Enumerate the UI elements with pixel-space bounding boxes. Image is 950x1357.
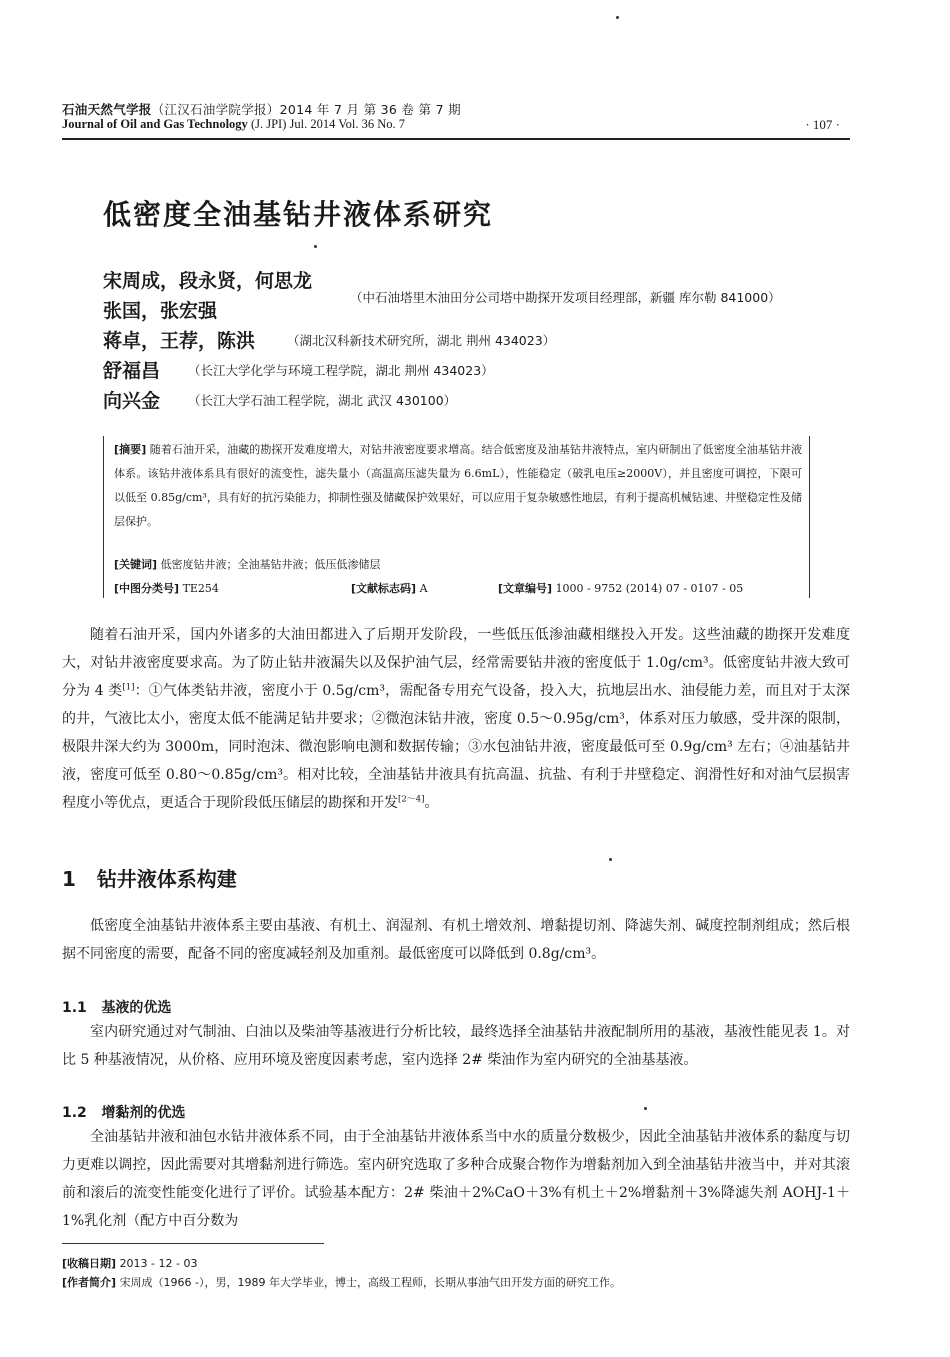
journal-name-en: Journal of Oil and Gas Technology <box>62 117 248 131</box>
author-line-2: 张国，张宏强 <box>103 300 218 322</box>
keywords <box>114 556 381 572</box>
clc-label: [中图分类号] <box>114 582 180 595</box>
section-title: 钻井液体系构建 <box>96 867 237 891</box>
sub12-paragraph: 全油基钻井液和油包水钻井液体系不同，由于全油基钻井液体系当中水的质量分数极少，因此全油基钻井液体系的黏度与切力更难以调控，因此需要对其增黏剂进行筛选。室内研究选取了多种合成聚合物作为增黏剂加入到全油基钻井液当中，并对其滚前和滚后的流变性能变化进行了评价。试验基本配方：2# 柴油＋2%CaO＋3%有机土＋2%增黏剂＋3%降滤失剂 AOHJ-1＋1%乳化剂（配方中百分数为 <box>62 1129 850 1229</box>
header-rule <box>62 138 850 140</box>
speck <box>616 16 619 19</box>
author-line-3: 蒋卓，王荐，陈洪 <box>103 330 256 352</box>
article-no-label: [文章编号] <box>498 582 553 595</box>
keywords-text: 低密度钻井液；全油基钻井液；低压低渗储层 <box>160 558 381 571</box>
subsection-number: 1.2 <box>62 1105 87 1121</box>
sub11-paragraph: 室内研究通过对气制油、白油以及柴油等基液进行分析比较，最终选择全油基钻井液配制所用的基液，基液性能见表 1。对比 5 种基液情况，从价格、应用环境及密度因素考虑，室内选择 2# 柴油作为室内研究的全油基基液。 <box>62 1024 850 1068</box>
citation: [1] <box>122 682 135 693</box>
journal-info-cn: （江汉石油学院学报）2014 年 7 月 第 36 卷 第 7 期 <box>151 102 461 117</box>
subsection-title: 基液的优选 <box>101 1000 172 1016</box>
subsection-heading <box>62 1102 185 1122</box>
speck <box>644 1107 647 1110</box>
author-line-4: 舒福昌 <box>103 360 161 382</box>
abstract <box>114 438 802 534</box>
received-date: 2013 - 12 - 03 <box>119 1257 198 1270</box>
speck <box>314 245 317 248</box>
received-label: [收稿日期] <box>62 1257 117 1270</box>
abstract-label: [摘要] <box>114 443 147 456</box>
affiliation-4: （长江大学石油工程学院，湖北 武汉 430100） <box>188 393 457 408</box>
section1-paragraph: 低密度全油基钻井液体系主要由基液、有机土、润湿剂、有机土增效剂、增黏提切剂、降滤失剂、碱度控制剂组成；然后根据不同密度的需要，配备不同的密度减轻剂及加重剂。最低密度可以降低到 0.8g/cm³。 <box>62 918 850 962</box>
subsection-number: 1.1 <box>62 1000 87 1016</box>
journal-name-cn: 石油天然气学报 <box>62 102 152 117</box>
journal-header-cn <box>62 100 461 118</box>
article-no <box>498 580 743 596</box>
doc-code-label: [文献标志码] <box>351 582 417 595</box>
affiliation-3: （长江大学化学与环境工程学院，湖北 荆州 434023） <box>188 363 494 378</box>
speck <box>609 858 612 861</box>
intro-text-c: 。 <box>424 795 439 811</box>
citation: [2～4] <box>398 794 425 805</box>
intro-text-a: 随着石油开采，国内外诸多的大油田都进入了后期开发阶段，一些低压低渗油藏相继投入开发。这些油藏的勘探开发难度大，对钻井液密度要求高。为了防止钻井液漏失以及保护油气层，经常需要钻井液的密度低于 1.0g/cm³。低密度钻井液大致可分为 4 类 <box>62 627 850 699</box>
section-number: 1 <box>62 867 76 891</box>
author-info: 宋周成（1966 -），男，1989 年大学毕业，博士，高级工程师，长期从事油气田开发方面的研究工作。 <box>119 1276 622 1289</box>
footnote-rule <box>62 1243 324 1244</box>
page-number: · 107 · <box>805 117 840 132</box>
abstract-box <box>103 436 810 598</box>
intro-paragraph <box>62 621 850 817</box>
article-no-value: 1000 - 9752 (2014) 07 - 0107 - 05 <box>555 582 744 595</box>
journal-info-en: (J. JPI) Jul. 2014 Vol. 36 No. 7 <box>250 117 406 131</box>
clc <box>114 580 219 596</box>
doc-code <box>351 580 428 596</box>
affiliation-1: （中石油塔里木油田分公司塔中勘探开发项目经理部，新疆 库尔勒 841000） <box>350 290 781 305</box>
paper-title: 低密度全油基钻井液体系研究 <box>103 198 494 231</box>
subsection-heading <box>62 997 171 1017</box>
footnote-author <box>62 1274 621 1290</box>
author-info-label: [作者简介] <box>62 1276 117 1289</box>
author-line-1: 宋周成，段永贤，何思龙 <box>103 270 313 292</box>
doc-code-value: A <box>419 582 428 595</box>
abstract-text: 随着石油开采，油藏的勘探开发难度增大，对钻井液密度要求增高。结合低密度及油基钻井液特点，室内研制出了低密度全油基钻井液体系。该钻井液体系具有很好的流变性，滤失量小（高温高压滤失量为 6.6mL），性能稳定（破乳电压≥2000V），并且密度可调控，下限可以低至 0.85g/cm³，具有好的抗污染能力，抑制性强及储藏保护效果好，可以应用于复杂敏感性地层，有利于提高机械钻速、井壁稳定性及储层保护。 <box>114 443 803 528</box>
affiliation-2: （湖北汉科新技术研究所，湖北 荆州 434023） <box>287 333 556 348</box>
section-heading <box>62 863 237 892</box>
journal-header-en <box>62 117 405 132</box>
footnote-received <box>62 1255 197 1271</box>
keywords-label: [关键词] <box>114 558 158 571</box>
clc-value: TE254 <box>182 582 219 595</box>
subsection-title: 增黏剂的优选 <box>101 1105 186 1121</box>
author-line-5: 向兴金 <box>103 390 161 412</box>
intro-text-b: ：①气体类钻井液，密度小于 0.5g/cm³，需配备专用充气设备，投入大，抗地层出水、油侵能力差，而且对于太深的井，气液比太小，密度太低不能满足钻井要求；②微泡沫钻井液，密度 0.5～0.95g/cm³，体系对压力敏感，受井深的限制，极限井深大约为 3000m，同时泡沫、微泡影响电测和数据传输；③水包油钻井液，密度最低可至 0.9g/cm³ 左右；④油基钻井液，密度可低至 0.80～0.85g/cm³。相对比较，全油基钻井液具有抗高温、抗盐、有利于井壁稳定、润滑性好和对油气层损害程度小等优点，更适合于现阶段低压储层的勘探和开发 <box>62 683 850 811</box>
